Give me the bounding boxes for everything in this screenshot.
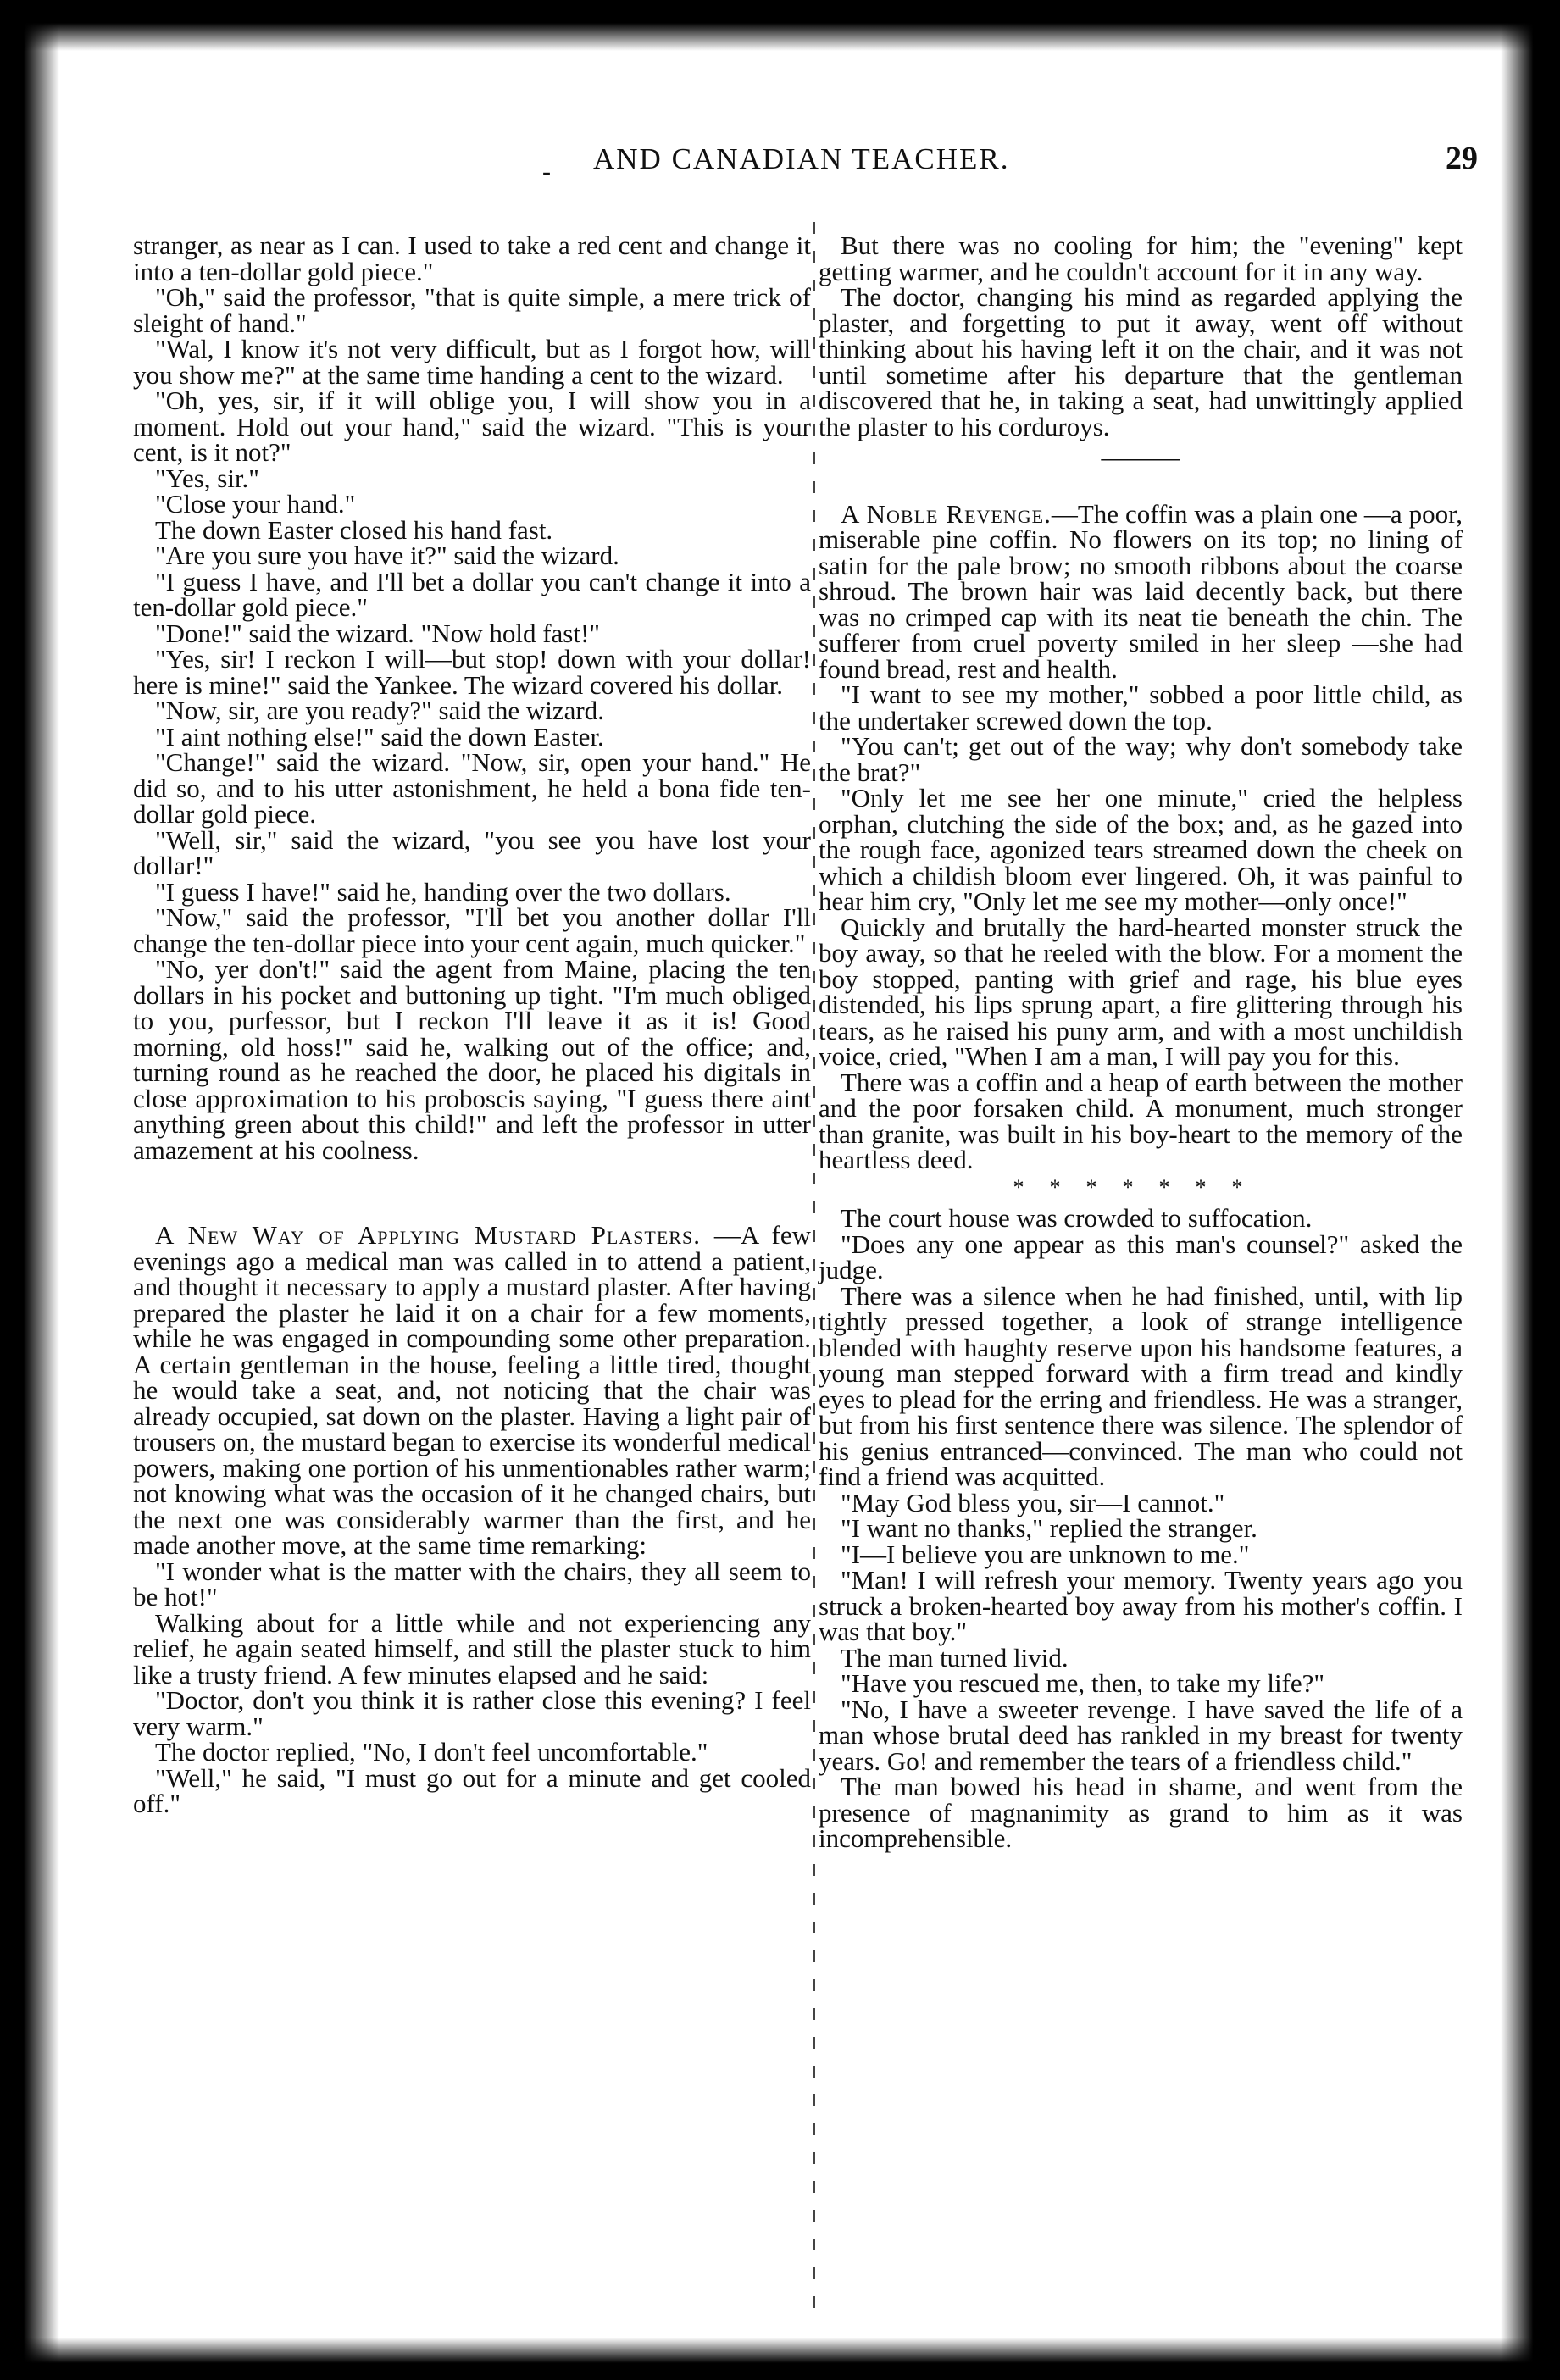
- page-number: 29: [1446, 141, 1478, 176]
- right-column: [819, 230, 1463, 1853]
- paragraph: "Have you rescued me, then, to take my life?": [841, 1668, 1325, 1698]
- star: *: [1158, 1174, 1196, 1200]
- story-noble-revenge: [819, 498, 1463, 1853]
- paragraph: "I—I believe you are unknown to me.": [841, 1539, 1250, 1569]
- paragraph: The doctor replied, "No, I don't feel uncomfortable.": [155, 1737, 708, 1767]
- running-title: AND CANADIAN TEACHER.: [593, 142, 1010, 175]
- paragraph: Walking about for a little while and not experiencing any relief, he again seated himself, and still the plaster stuck to him like a trusty friend. A few minutes elapsed and he said:: [133, 1607, 811, 1689]
- paragraph: "Does any one appear as this man's counsel?" asked the judge.: [819, 1229, 1463, 1284]
- paragraph: "I wonder what is the matter with the chairs, they all seem to be hot!": [133, 1556, 811, 1612]
- story-title: A New Way of Applying Mustard Plasters.: [155, 1220, 701, 1250]
- paragraph: "No, I have a sweeter revenge. I have saved the life of a man whose brutal deed has rankled in my breast for twenty years. Go! and remember the tears of a friendless child.": [819, 1694, 1463, 1776]
- paragraph: But there was no cooling for him; the "evening" kept getting warmer, and he couldn't account for it in any way.: [819, 230, 1463, 286]
- paragraph: "I want to see my mother," sobbed a poor little child, as the undertaker screwed down the top.: [819, 680, 1463, 735]
- story-revenge-opening: [819, 498, 1463, 684]
- paragraph: stranger, as near as I can. I used to take a red cent and change it into a ten-dollar gold piece.": [133, 230, 811, 286]
- column-divider: [813, 222, 815, 2323]
- star: *: [1231, 1174, 1269, 1200]
- paragraph: "I want no thanks," replied the stranger.: [841, 1513, 1257, 1543]
- paragraph: The man bowed his head in shame, and went from the presence of magnanimity as grand to him as it was incomprehensible.: [819, 1772, 1463, 1853]
- story-opening-text: —The coffin was a plain one —a poor, miserable pine coffin. No flowers on its top; no lining of satin for the pale brow; no smooth ribbons about the coarse shroud. The brown hair was laid decently back, but there was no crimped cap with its neat tie beneath the chin. The sufferer from cruel poverty smiled in her sleep —she had found bread, rest and health.: [819, 498, 1463, 684]
- paragraph: "Close your hand.": [155, 489, 356, 519]
- story-title: A Noble Revenge.: [841, 498, 1052, 529]
- paragraph: "May God bless you, sir—I cannot.": [841, 1487, 1225, 1517]
- paragraph: Quickly and brutally the hard-hearted monster struck the boy away, so that he reeled with the blow. For a moment the boy stopped, panting with grief and rage, his blue eyes distended, his lips sprung apart, a fire glittering through his tears, as he raised his puny arm, and with a most unchildish voice, cried, "When I am a man, I will pay you for this.: [819, 912, 1463, 1071]
- story-mustard-opening: [133, 1220, 812, 1560]
- paragraph: "Doctor, don't you think it is rather close this evening? I feel very warm.": [133, 1685, 811, 1741]
- paragraph: The down Easter closed his hand fast.: [155, 514, 553, 545]
- paragraph: "Now, sir, are you ready?" said the wizard.: [155, 696, 604, 725]
- paragraph: "Man! I will refresh your memory. Twenty years ago you struck a broken-hearted boy away from his mother's coffin. I was that boy.": [819, 1565, 1463, 1646]
- paragraph: "Done!" said the wizard. "Now hold fast!": [155, 618, 600, 648]
- paragraph: The man turned livid.: [841, 1642, 1069, 1673]
- scan-edge-top: [0, 0, 1560, 51]
- star: *: [1195, 1174, 1232, 1200]
- scan-edge-left: [0, 0, 59, 2380]
- star: *: [1122, 1174, 1159, 1200]
- story-wizard: [133, 230, 811, 1165]
- paragraph: There was a silence when he had finished, until, with lip tightly pressed together, a look of strange intelligence blended with haughty reserve upon his handsome features, a young man stepped forward with a firm tread and kindly eyes to plead for the erring and friendless. He was a stranger, but from his first sentence there was silence. The splendor of his genius entranced—convinced. The man who could not find a friend was acquitted.: [819, 1280, 1463, 1491]
- paragraph: There was a coffin and a heap of earth between the mother and the poor forsaken child. A monument, much stronger than granite, was built in his boy-heart to the memory of the heartless deed.: [819, 1067, 1463, 1174]
- scan-edge-bottom: [0, 2338, 1560, 2380]
- story-mustard-plasters: [133, 1220, 812, 1818]
- star: *: [1085, 1174, 1123, 1200]
- paragraph: "You can't; get out of the way; why don't somebody take the brat?": [819, 731, 1463, 787]
- section-separator: ———: [1101, 442, 1180, 472]
- paragraph: "No, yer don't!" said the agent from Maine, placing the ten dollars in his pocket and buttoning up tight. "I'm much obliged to you, purfessor, but I reckon I'll leave it as it is! Good morning, old hoss!" said he, walking out of the office; and, turning round as he reached the door, he placed his digitals in close approximation to his proboscis saying, "I guess there aint anything green about this child!" and left the professor in utter amazement at his coolness.: [133, 954, 811, 1165]
- paragraph: "I guess I have!" said he, handing over the two dollars.: [155, 876, 731, 907]
- star: *: [1049, 1174, 1086, 1200]
- paragraph: "Now," said the professor, "I'll bet you another dollar I'll change the ten-dollar piece into your cent again, much quicker.": [133, 902, 811, 958]
- paragraph: "Wal, I know it's not very difficult, but as I forgot how, will you show me?" at the same time handing a cent to the wizard.: [133, 334, 811, 390]
- paragraph: "I guess I have, and I'll bet a dollar you can't change it into a ten-dollar gold piece.": [133, 566, 811, 622]
- paragraph: "Yes, sir! I reckon I will—but stop! down with your dollar! here is mine!" said the Yankee. The wizard covered his dollar.: [133, 644, 811, 700]
- header-dash: -: [542, 158, 551, 186]
- story-opening-text: —A few evenings ago a medical man was called in to attend a patient, and thought it necessary to apply a mustard plaster. After having prepared the plaster he laid it on a chair for a few moments, while he was engaged in compounding some other preparation. A certain gentleman in the house, feeling a little tired, thought he would take a seat, and, not noticing that the chair was already occupied, sat down on the plaster. Having a light pair of trousers on, the mustard began to exercise its wonderful medical powers, making one portion of his unmentionables rather warm; not knowing what was the occasion of it he changed chairs, but the next one was considerably warmer than the first, and he made another move, at the same time remarking:: [133, 1220, 812, 1560]
- paragraph: "Oh, yes, sir, if it will oblige you, I will show you in a moment. Hold out your hand," said the wizard. "This is your cent, is it not?": [133, 386, 811, 467]
- paragraph: "Only let me see her one minute," cried the helpless orphan, clutching the side of the box; and, as he gazed into the rough face, agonized tears streamed down the cheek on which a childish bloom ever lingered. Oh, it was painful to hear him cry, "Only let me see my mother—only once!": [819, 783, 1463, 916]
- paragraph: "Yes, sir.": [155, 463, 259, 493]
- paragraph: "Change!" said the wizard. "Now, sir, open your hand." He did so, and to his utter astonishment, he held a bona fide ten-dollar gold piece.: [133, 747, 811, 829]
- left-column: [133, 230, 812, 1818]
- paragraph: "Well, sir," said the wizard, "you see you have lost your dollar!": [133, 824, 811, 880]
- scan-edge-right: [1501, 0, 1560, 2380]
- story-mustard-continued: [819, 230, 1463, 441]
- paragraph: The court house was crowded to suffocation.: [841, 1203, 1313, 1233]
- paragraph: The doctor, changing his mind as regarded applying the plaster, and forgetting to put it away, went off without thinking about his having left it on the chair, and it was not until sometime after his departure that the gentleman discovered that he, in taking a seat, had unwittingly applied the plaster to his corduroys.: [819, 282, 1463, 441]
- star-separator: [819, 1175, 1463, 1201]
- paragraph: "Oh," said the professor, "that is quite simple, a mere trick of sleight of hand.": [133, 282, 811, 338]
- paragraph: "Well," he said, "I must go out for a minute and get cooled off.": [133, 1762, 811, 1818]
- paragraph: "Are you sure you have it?" said the wizard.: [155, 541, 619, 570]
- paragraph: "I aint nothing else!" said the down Easter.: [155, 721, 604, 752]
- star: *: [1013, 1174, 1050, 1200]
